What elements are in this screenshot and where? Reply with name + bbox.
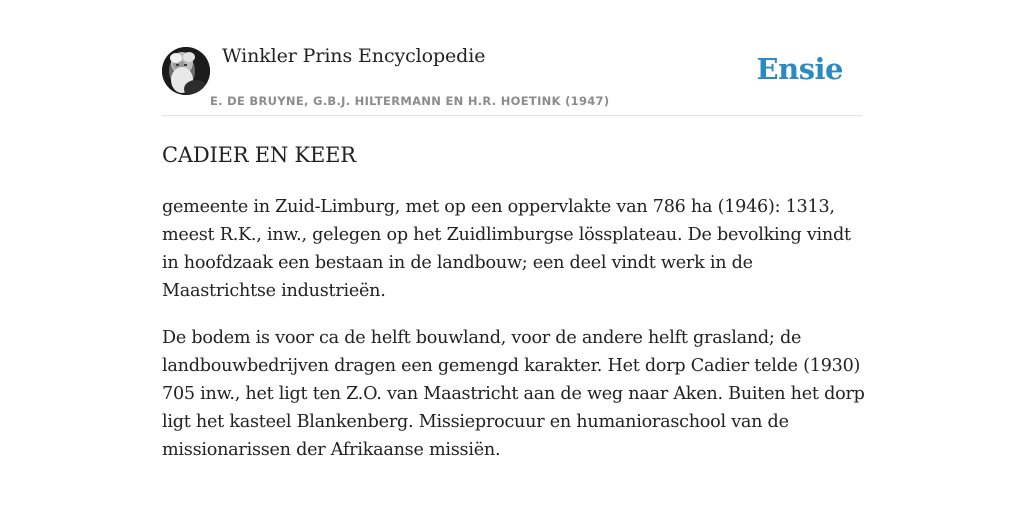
source-header bbox=[162, 0, 862, 116]
source-title[interactable]: Winkler Prins Encyclopedie bbox=[222, 45, 486, 67]
article bbox=[162, 140, 867, 483]
article-paragraph: De bodem is voor ca de helft bouwland, voor de andere helft grasland; de landbouwbedrijven dragen een gemengd karakter. Het dorp Cadier telde (1930) 705 inw., het ligt ten Z.O. van Maastricht aan de weg naar Aken. Buiten het dorp ligt het kasteel Blankenberg. Missieprocuur en humanioraschool van de missionarissen der Afrikaanse missiën. bbox=[162, 328, 865, 460]
source-authors: E. DE BRUYNE, G.B.J. HILTERMANN EN H.R. HOETINK (1947) bbox=[210, 94, 610, 108]
article-paragraph: gemeente in Zuid-Limburg, met op een oppervlakte van 786 ha (1946): 1313, meest R.K., inw., gelegen op het Zuidlimburgse lössplateau. De bevolking vindt in hoofdzaak een bestaan in de landbouw; een deel vindt werk in de Maastrichtse industrieën. bbox=[162, 197, 851, 301]
article-headword: CADIER EN KEER bbox=[162, 143, 356, 167]
author-portrait bbox=[162, 47, 210, 95]
ensie-logo[interactable]: Ensie bbox=[756, 52, 843, 86]
